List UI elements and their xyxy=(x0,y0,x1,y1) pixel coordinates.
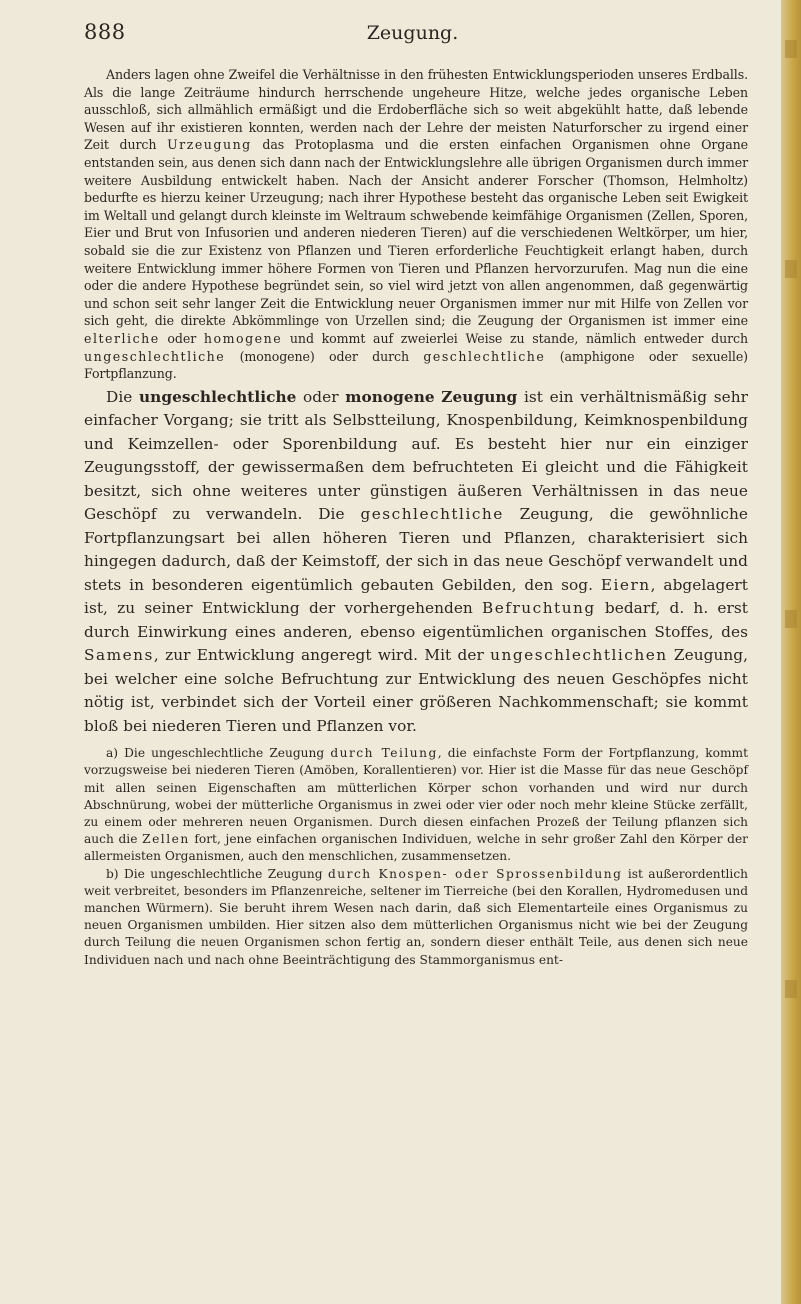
text-run: Die xyxy=(106,387,139,406)
spaced-emphasis: elterliche xyxy=(84,330,160,346)
text-run: und kommt auf zweierlei Weise zu stande, nämlich entweder durch xyxy=(282,330,749,346)
page-body xyxy=(84,66,748,969)
text-run: ist außerordentlich weit verbreitet, besonders im Pflanzenreiche, seltener im Tierreiche (bei den Korallen, Hydromedusen und manchen Würmern). Sie beruht ihrem Wesen nach darin, daß sich Elementarteile eines Organismus zu neuen Organismen umbilden. Hier sitzen also dem mütterlichen Organismus nicht wie bei der Zeugung durch Teilung die neuen Organismen schon fertig an, sondern dieser enthält Teile, aus denen sich neue Individuen nach und nach ohne Beeinträchtigung des Stammorganismus ent- xyxy=(84,866,748,967)
spaced-emphasis: geschlechtliche xyxy=(360,505,504,524)
spaced-emphasis: homogene xyxy=(203,330,283,346)
gilt-page-edge xyxy=(781,0,801,1304)
spaced-emphasis: ungeschlechtliche xyxy=(84,348,226,364)
text-run: , die einfachste Form der Fortpflanzung, kommt vorzugsweise bei niederen Tieren (Amöben, Korallentieren) vor. Hier ist die Masse für das neue Geschöpf mit allen seinen Eigenschaften am mütterlichen Körper schon vorhanden und wird nur durch Abschnürung, wobei der mütterliche Organismus in zwei oder vier oder noch mehr kleine Stücke zerfällt, zu einem oder mehreren neuen Organismen. Durch diesen einfachen Prozeß der Teilung pflanzen sich auch die xyxy=(84,746,748,847)
text-run: , zur Entwicklung angeregt wird. Mit der xyxy=(153,646,491,665)
text-run: (amphigone oder sexuelle) Fortpflanzung. xyxy=(84,348,748,382)
spaced-emphasis: Zellen xyxy=(142,832,190,847)
text-run: das Protoplasma und die ersten einfachen Organismen ohne Organe entstanden sein, aus denen sich dann nach der Entwicklungslehre alle übrigen Organismen durch immer weitere Ausbildung entwickelt haben. Nach der Ansicht anderer Forscher (Thomson, Helmholtz) bedurfte es hierzu keiner Urzeugung; nach ihrer Hypothese besteht das organische Leben seit Ewigkeit im Weltall und gelangt durch kleinste im Weltraum schwebende keimfähige Organismen (Zellen, Sporen, Eier und Brut von Infusorien und anderen niederen Tieren) auf die verschiedenen Weltkörper, um hier, sobald sie die zur Existenz von Pflanzen und Tieren erforderliche Feuchtigkeit erlangt haben, durch weitere Entwicklung immer höhere Formen von Tieren und Pflanzen hervorzurufen. Mag nun die eine oder die andere Hypothese begründet sein, so viel wird jetzt von allen angenommen, daß gegenwärtig und schon seit sehr langer Zeit die Entwicklung neuer Organismen immer nur mit Hilfe von Zellen vor sich geht, die direkte Abkömmlinge von Urzellen sind; die Zeugung der Organismen ist immer eine xyxy=(84,137,749,329)
text-run: Anders lagen ohne Zweifel die Verhältnisse in den frühesten Entwicklungsperioden unseres Erdballs. Als die lange Zeiträume hindurch herrschende ungeheure Hitze, welche jedes organische Leben ausschloß, sich allmählich ermäßigt und die Erdoberfläche sich so weit abgekühlt hatte, daß lebende Wesen auf ihr existieren konnten, werden nach der Lehre der meisten Naturforscher zu irgend einer Zeit durch xyxy=(84,67,748,153)
text-run: ist ein verhältnismäßig sehr einfacher Vorgang; sie tritt als Selbstteilung, Knospenbildung, Keimknospenbildung und Keimzellen- oder Sporenbildung auf. Es besteht hier nur ein einziger Zeugungsstoff, der gewissermaßen dem befruchteten Ei gleicht und die Fähigkeit besitzt, sich ohne weiteres unter günstigen äußeren Verhältnissen in das neue Geschöpf zu verwandeln. Die xyxy=(84,387,748,524)
text-run: fort, jene einfachen organischen Individuen, welche in sehr großer Zahl den Körper der allermeisten Organismen, auch den menschlichen, zusammensetzen. xyxy=(84,832,748,864)
paragraph-intro xyxy=(84,66,748,383)
spaced-emphasis: durch Teilung xyxy=(330,746,438,761)
edge-mark xyxy=(785,610,797,628)
bold-term: ungeschlechtliche xyxy=(139,387,297,406)
text-run: oder xyxy=(159,330,204,346)
text-run: , abgelagert ist, zu seiner Entwicklung der vorhergehenden xyxy=(84,575,748,618)
page-header xyxy=(84,20,741,50)
spaced-emphasis: Samens xyxy=(84,646,154,665)
spaced-emphasis: geschlechtliche xyxy=(423,348,546,364)
footnote-knospenbildung xyxy=(84,866,748,969)
footnote-teilung xyxy=(84,745,748,865)
text-run: a) Die ungeschlechtliche Zeugung xyxy=(106,746,331,761)
spaced-emphasis: durch Knospen- oder Sprossenbildung xyxy=(327,866,623,881)
edge-mark xyxy=(785,260,797,278)
bold-term: Zeugung xyxy=(441,387,518,406)
spaced-emphasis: Befruchtung xyxy=(482,599,596,618)
spaced-emphasis: ungeschlechtlichen xyxy=(490,646,668,665)
page-number: 888 xyxy=(84,20,126,44)
spaced-emphasis: Eiern xyxy=(600,575,651,594)
text-run: Zeugung, die gewöhnliche Fortpflanzungsart bei allen höheren Tieren und Pflanzen, charakterisiert sich hingegen dadurch, daß der Keimstoff, der sich in das neue Geschöpf verwandelt und stets in besonderen eigentümlich gebauten Gebilden, den sog. xyxy=(84,505,748,594)
edge-mark xyxy=(785,980,797,998)
bold-term: monogene xyxy=(345,387,435,406)
text-run: (monogene) oder durch xyxy=(225,348,424,364)
text-run: Zeugung, bei welcher eine solche Befruchtung zur Entwicklung des neuen Geschöpfes nicht nötig ist, verbindet sich der Vorteil einer größeren Nachkommenschaft; sie kommt bloß bei niederen Tieren und Pflanzen vor. xyxy=(84,646,749,735)
paragraph-ungeschlechtliche-zeugung xyxy=(84,386,748,739)
spaced-emphasis: Urzeugung xyxy=(167,137,252,153)
text-run: oder xyxy=(296,387,346,406)
edge-mark xyxy=(785,40,797,58)
text-run: bedarf, d. h. erst durch Einwirkung eines anderen, ebenso eigentümlichen organischen Stoffes, des xyxy=(84,599,748,641)
running-head: Zeugung. xyxy=(366,22,459,44)
text-run: b) Die ungeschlechtliche Zeugung xyxy=(106,866,328,881)
